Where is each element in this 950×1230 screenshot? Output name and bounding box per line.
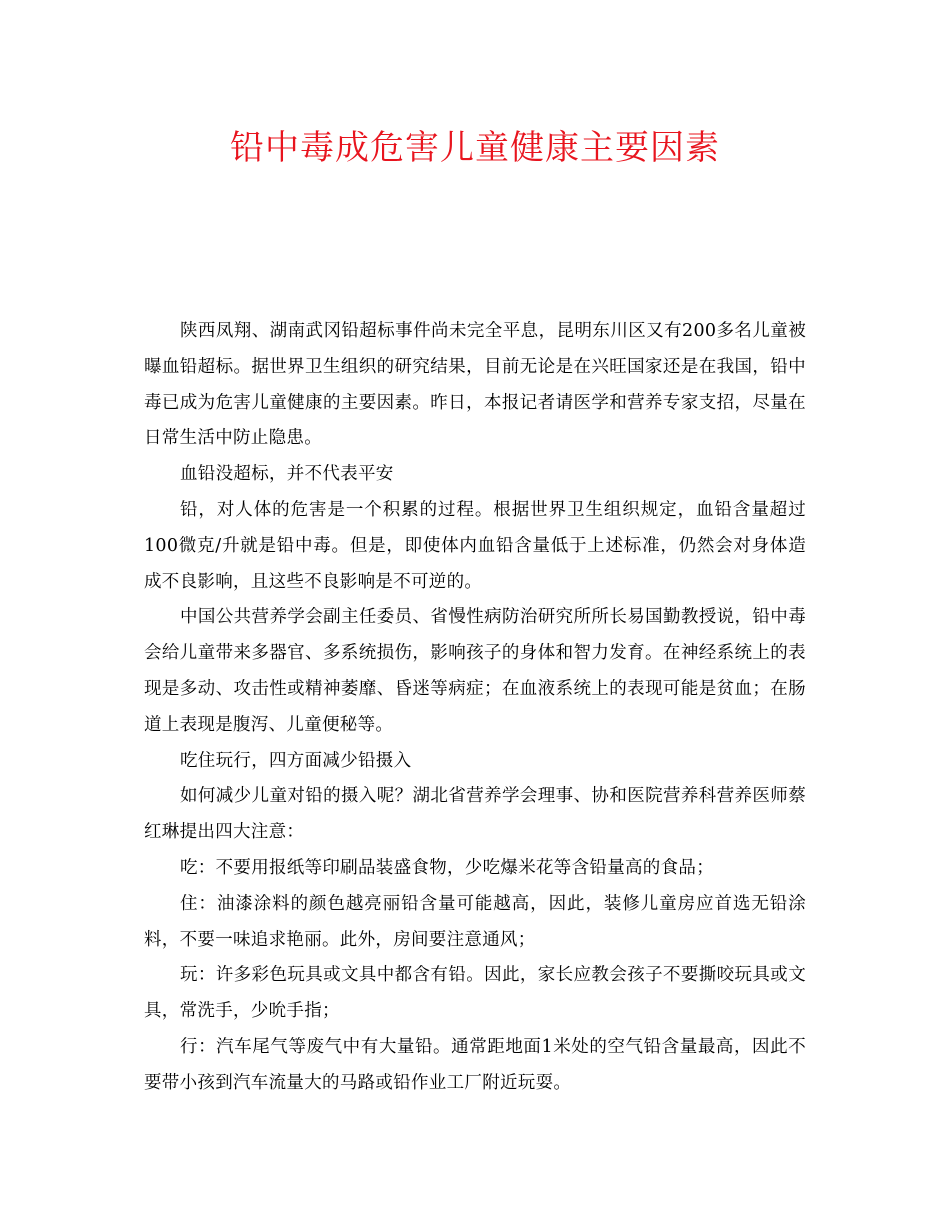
paragraph-lead-harm: 铅，对人体的危害是一个积累的过程。根据世界卫生组织规定，血铅含量超过100微克/升就是铅中毒。但是，即使体内血铅含量低于上述标准，仍然会对身体造成不良影响，且这些不良影响是不可逆的。 xyxy=(144,499,806,592)
paragraph-travel: 行：汽车尾气等废气中有大量铅。通常距地面1米处的空气铅含量最高，因此不要带小孩到汽车流量大的马路或铅作业工厂附近玩耍。 xyxy=(144,1036,806,1093)
document-title: 铅中毒成危害儿童健康主要因素 xyxy=(230,128,720,168)
document-body xyxy=(144,314,806,1102)
section-heading-reduce-intake: 吃住玩行，四方面减少铅摄入 xyxy=(180,750,412,771)
section-heading-blood-lead: 血铅没超标，并不代表平安 xyxy=(180,464,394,485)
paragraph-expert-cai: 如何减少儿童对铅的摄入呢？湖北省营养学会理事、协和医院营养科营养医师蔡红琳提出四大注意： xyxy=(144,786,806,843)
paragraph-live: 住：油漆涂料的颜色越亮丽铅含量可能越高，因此，装修儿童房应首选无铅涂料，不要一味追求艳丽。此外，房间要注意通风； xyxy=(144,893,806,950)
paragraph-expert-yi: 中国公共营养学会副主任委员、省慢性病防治研究所所长易国勤教授说，铅中毒会给儿童带来多器官、多系统损伤，影响孩子的身体和智力发育。在神经系统上的表现是多动、攻击性或精神萎靡、昏迷等病症；在血液系统上的表现可能是贫血；在肠道上表现是腹泻、儿童便秘等。 xyxy=(144,607,806,735)
paragraph-eat: 吃：不要用报纸等印刷品装盛食物，少吃爆米花等含铅量高的食品； xyxy=(180,857,714,878)
paragraph-intro: 陕西凤翔、湖南武冈铅超标事件尚未完全平息，昆明东川区又有200多名儿童被曝血铅超标。据世界卫生组织的研究结果，目前无论是在兴旺国家还是在我国，铅中毒已成为危害儿童健康的主要因素。昨日，本报记者请医学和营养专家支招，尽量在日常生活中防止隐患。 xyxy=(144,321,806,449)
paragraph-play: 玩：许多彩色玩具或文具中都含有铅。因此，家长应教会孩子不要撕咬玩具或文具，常洗手，少吮手指； xyxy=(144,965,806,1022)
